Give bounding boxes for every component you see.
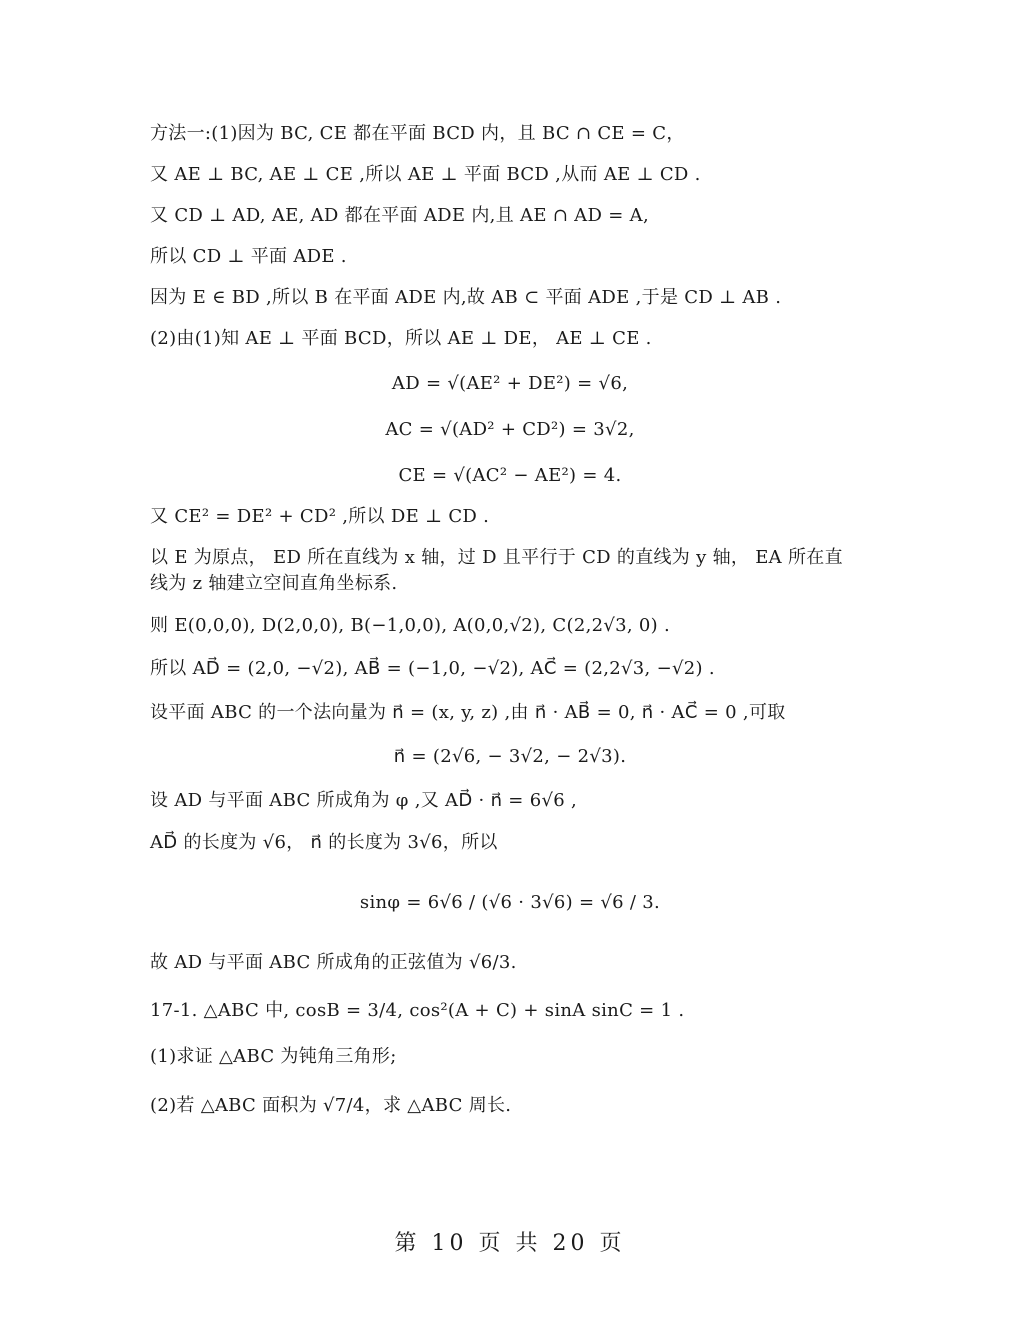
text-line: (2)若 △ABC 面积为 √7/4，求 △ABC 周长. [150,1095,512,1116]
text-line: 线为 z 轴建立空间直角坐标系. [150,573,398,594]
text-line: 17-1. △ABC 中, cosB = 3/4, cos²(A + C) + sinA sinC = 1 . [150,1000,685,1021]
text-line: 所以 AD⃗ = (2,0, −√2), AB⃗ = (−1,0, −√2), AC⃗ = (2,2√3, −√2) . [150,658,715,679]
text-line: 又 AE ⊥ BC, AE ⊥ CE ,所以 AE ⊥ 平面 BCD ,从而 AE ⊥ CD . [150,164,701,185]
text-line: (2)由(1)知 AE ⊥ 平面 BCD，所以 AE ⊥ DE， AE ⊥ CE . [150,328,652,349]
equation: sinφ = 6√6 / (√6 · 3√6) = √6 / 3. [359,892,661,913]
text-line: 方法一:(1)因为 BC, CE 都在平面 BCD 内，且 BC ∩ CE = C， [150,123,685,144]
text-line: 故 AD 与平面 ABC 所成角的正弦值为 √6/3. [150,952,517,973]
equation: n⃗ = (2√6, − 3√2, − 2√3). [393,746,627,767]
text-line: (1)求证 △ABC 为钝角三角形; [150,1046,397,1067]
text-line: 设 AD 与平面 ABC 所成角为 φ ,又 AD⃗ · n⃗ = 6√6 , [150,790,578,811]
page-number-footer: 第 10 页 共 20 页 [394,1231,626,1256]
equation: AD = √(AE² + DE²) = √6, [391,373,629,394]
text-line: 所以 CD ⊥ 平面 ADE . [150,246,347,267]
text-line: AD⃗ 的长度为 √6， n⃗ 的长度为 3√6，所以 [150,832,498,853]
text-line: 又 CD ⊥ AD, AE, AD 都在平面 ADE 内,且 AE ∩ AD = A, [150,205,649,226]
text-line: 又 CE² = DE² + CD² ,所以 DE ⊥ CD . [150,506,490,527]
text-line: 因为 E ∈ BD ,所以 B 在平面 ADE 内,故 AB ⊂ 平面 ADE ,于是 CD ⊥ AB . [150,287,782,308]
text-line: 设平面 ABC 的一个法向量为 n⃗ = (x, y, z) ,由 n⃗ · AB⃗ = 0, n⃗ · AC⃗ = 0 ,可取 [150,702,786,723]
text-line: 以 E 为原点， ED 所在直线为 x 轴，过 D 且平行于 CD 的直线为 y 轴， EA 所在直 [150,547,843,568]
equation: CE = √(AC² − AE²) = 4. [398,465,622,486]
equation: AC = √(AD² + CD²) = 3√2, [385,419,635,440]
text-line: 则 E(0,0,0), D(2,0,0), B(−1,0,0), A(0,0,√2), C(2,2√3, 0) . [150,615,671,636]
